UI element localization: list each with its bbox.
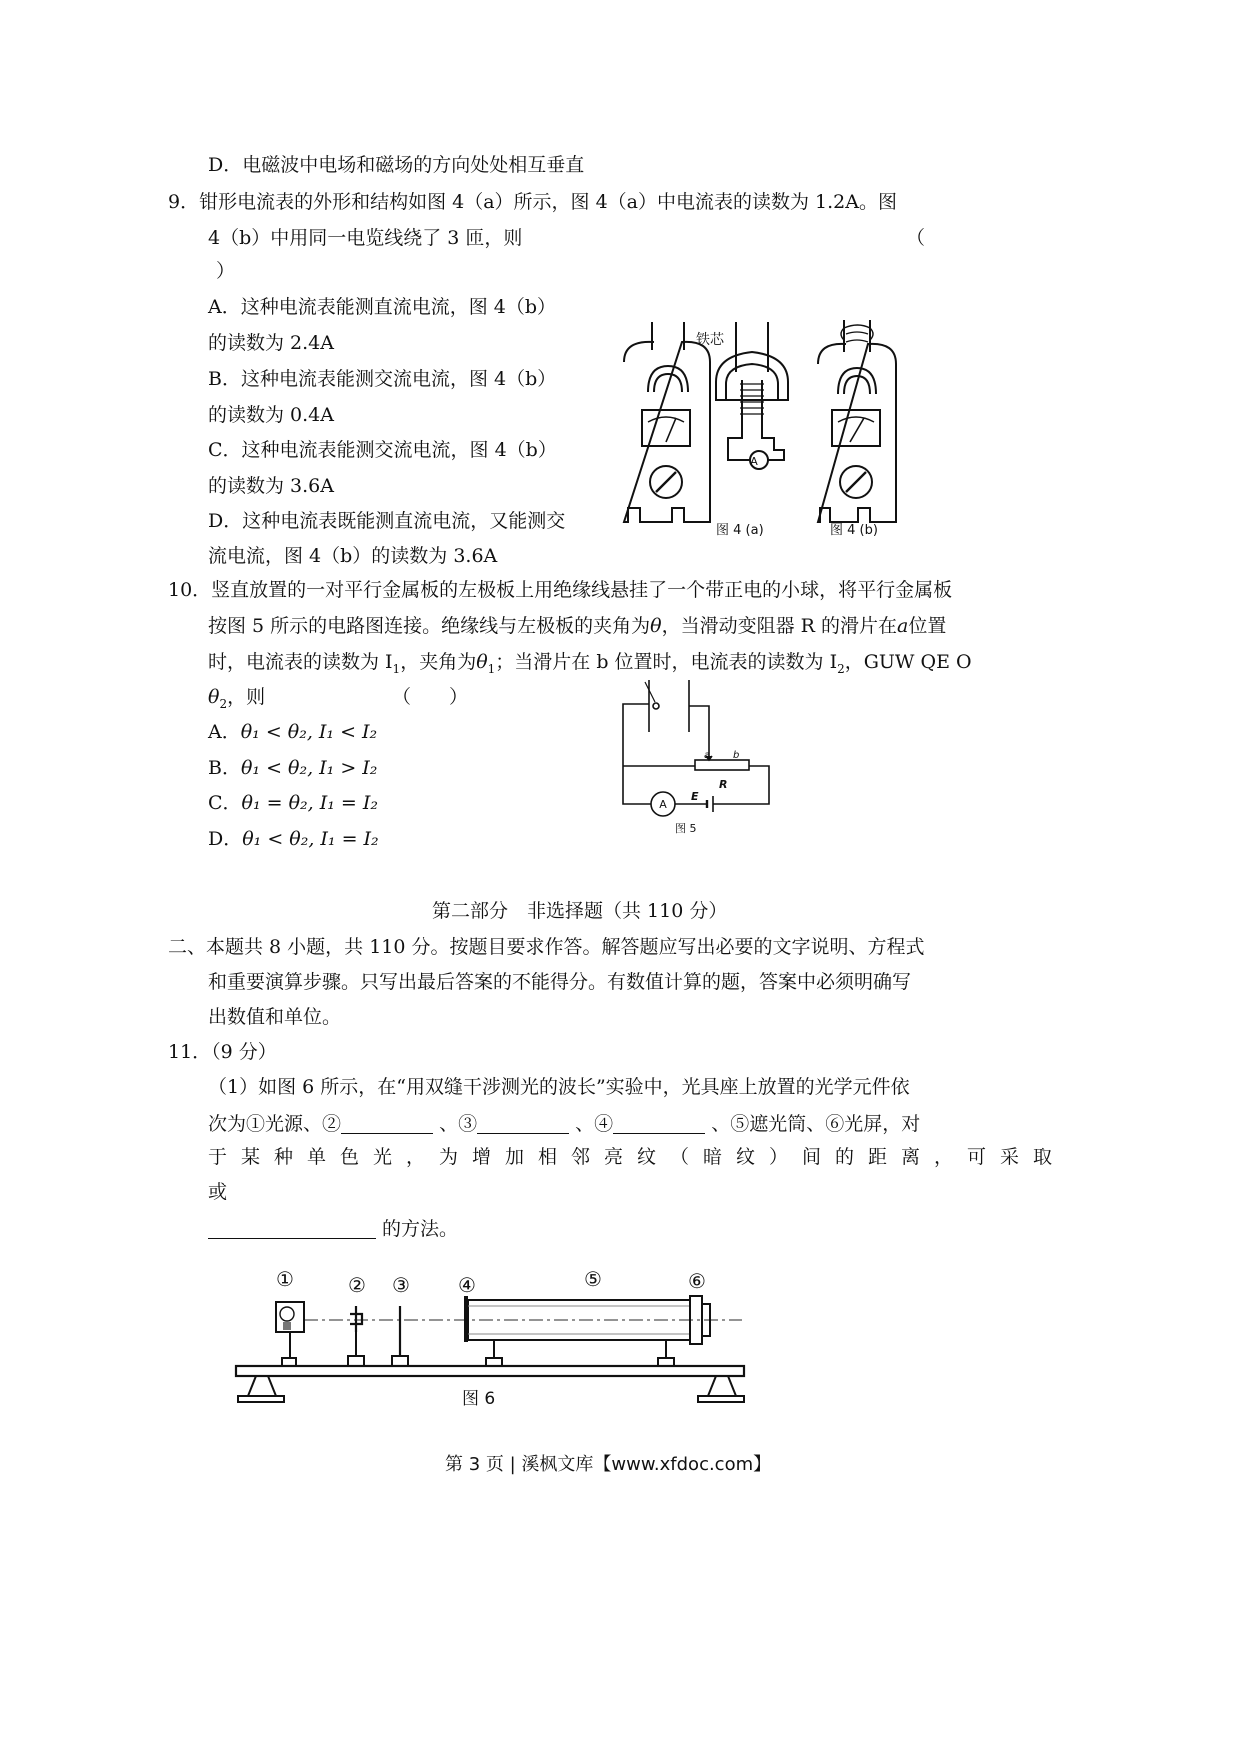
fig5-label-a: a: [704, 750, 711, 761]
q9-line-2: 4（b）中用同一电览线绕了 3 匝，则: [208, 227, 523, 249]
q10-line-2: 按图 5 所示的电路图连接。绝缘线与左极板的夹角为θ，当滑动变阻器 R 的滑片在a位置: [208, 615, 947, 637]
q11-head: 11．（9 分）: [168, 1041, 277, 1063]
q11-part1-line1: （1）如图 6 所示，在“用双缝干涉测光的波长”实验中，光具座上放置的光学元件依: [208, 1076, 910, 1098]
fig6-bench: [236, 1366, 744, 1376]
fig6-number-6: ⑥: [688, 1269, 706, 1293]
q10-option-c: C．θ₁ = θ₂, I₁ = I₂: [208, 792, 378, 814]
fig5-label-b: b: [733, 750, 740, 761]
q9-option-b-line1: B．这种电流表能测交流电流，图 4（b）: [208, 368, 557, 390]
answer-blank-3[interactable]: [477, 1113, 569, 1134]
fig4-meter-label: A: [750, 455, 758, 468]
part2-intro-line1: 二、本题共 8 小题，共 110 分。按题目要求作答。解答题应写出必要的文字说明、方程式: [168, 936, 925, 958]
part2-intro-line3: 出数值和单位。: [208, 1006, 342, 1028]
q9-option-a-line1: A．这种电流表能测直流电流，图 4（b）: [208, 296, 557, 318]
q9-option-c-line2: 的读数为 3.6A: [208, 475, 334, 497]
fig4-label-core: 铁芯: [696, 332, 724, 348]
fig5-caption: 图 5: [675, 822, 697, 835]
page-footer: 第 3 页 | 溪枫文库【www.xfdoc.com】: [445, 1454, 772, 1475]
q10-line-1: 10．竖直放置的一对平行金属板的左极板上用绝缘线悬挂了一个带正电的小球，将平行金属板: [168, 579, 953, 601]
fig4b-body: [818, 344, 896, 522]
part2-intro-line2: 和重要演算步骤。只写出最后答案的不能得分。有数值计算的题，答案中必须明确写: [208, 971, 912, 993]
q9-paren-open: （: [906, 227, 926, 249]
q9-paren-close: ）: [216, 260, 236, 282]
q10-option-a: A．θ₁ < θ₂, I₁ < I₂: [208, 721, 378, 743]
figure-4-clamp-meter: [612, 312, 902, 544]
q10-line-3: 时，电流表的读数为 $I_1$，夹角为$\theta_1$；当滑片在 b 位置时，电流表的读数为 $I_2$，GUW QE O: [208, 651, 972, 676]
q9-option-d-line2: 流电流，图 4（b）的读数为 3.6A: [208, 545, 498, 567]
q11-part1-line4: 或: [208, 1181, 228, 1203]
q11-part1-line5: 的方法。: [208, 1218, 458, 1239]
figure-5-circuit: [615, 672, 775, 840]
fig5-label-meter: A: [659, 798, 667, 811]
fig6-number-1: ①: [276, 1267, 294, 1291]
q8-option-d: D．电磁波中电场和磁场的方向处处相互垂直: [208, 154, 585, 176]
q9-option-d-line1: D．这种电流表既能测直流电流，又能测交: [208, 510, 566, 532]
q9-line-1: 9．钳形电流表的外形和结构如图 4（a）所示，图 4（a）中电流表的读数为 1.2A。图: [168, 191, 897, 213]
fig6-component-2: [350, 1306, 362, 1332]
q10-paren: （ ）: [392, 686, 469, 708]
q11-part1-line3: 于某种单色光，为增加相邻亮纹（暗纹）间的距离，可采取: [208, 1146, 1067, 1168]
answer-blank-2[interactable]: [341, 1113, 433, 1134]
fig5-label-e: E: [691, 790, 699, 803]
q9-option-a-line2: 的读数为 2.4A: [208, 332, 334, 354]
fig6-caption: 图 6: [462, 1389, 496, 1409]
fig4-caption-a: 图 4 (a): [716, 523, 764, 538]
answer-blank-method[interactable]: [208, 1218, 376, 1239]
q10-option-b: B．θ₁ < θ₂, I₁ > I₂: [208, 757, 378, 779]
fig6-number-5: ⑤: [584, 1267, 602, 1291]
q9-option-b-line2: 的读数为 0.4A: [208, 404, 334, 426]
fig5-rheostat: [695, 760, 749, 770]
fig6-number-2: ②: [348, 1273, 366, 1297]
fig4a-clamp-jaw: [652, 322, 684, 350]
fig6-number-4: ④: [458, 1273, 476, 1297]
fig4a-body: [624, 342, 710, 522]
q10-option-d: D．θ₁ < θ₂, I₁ = I₂: [208, 828, 379, 850]
fig4-caption-b: 图 4 (b): [830, 523, 878, 538]
part2-title: 第二部分 非选择题（共 110 分）: [432, 900, 728, 922]
figure-6-optical-bench: [232, 1262, 750, 1420]
answer-blank-4[interactable]: [613, 1113, 705, 1134]
fig6-number-3: ③: [392, 1273, 410, 1297]
q10-line-4: $\theta_2$，则: [208, 686, 266, 711]
q9-option-c-line1: C．这种电流表能测交流电流，图 4（b）: [208, 439, 557, 461]
q11-part1-line2: 次为①光源、② 、③ 、④ 、⑤遮光筒、⑥光屏，对: [208, 1113, 921, 1135]
fig5-label-r: R: [719, 778, 728, 791]
fig4b-meter-window: [832, 410, 880, 446]
